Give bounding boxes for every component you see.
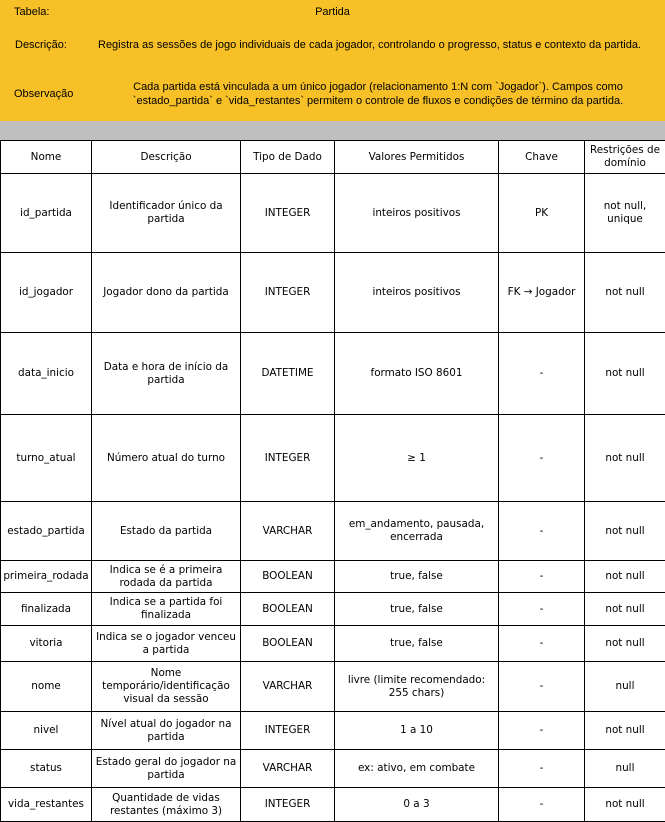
column-header-valores-permitidos: Valores Permitidos [335, 141, 499, 174]
table-row [1, 174, 665, 253]
cell-nome: estado_partida [1, 502, 92, 561]
cell-nome: vida_restantes [1, 788, 92, 822]
separator-band [0, 121, 665, 140]
tabela-value: Partida [0, 6, 665, 19]
cell-restricoes: null [585, 750, 665, 788]
cell-tipo: VARCHAR [241, 750, 335, 788]
table-row [1, 788, 665, 822]
cell-restricoes: not null [585, 788, 665, 822]
table-row [1, 626, 665, 662]
cell-tipo: BOOLEAN [241, 593, 335, 626]
cell-restricoes: not null [585, 712, 665, 750]
cell-valores: true, false [335, 593, 499, 626]
column-header-nome: Nome [1, 141, 92, 174]
cell-restricoes: not null [585, 626, 665, 662]
cell-descricao: Data e hora de início da partida [92, 333, 241, 415]
cell-valores: formato ISO 8601 [335, 333, 499, 415]
cell-nome: id_partida [1, 174, 92, 253]
cell-chave: - [499, 788, 585, 822]
cell-chave: - [499, 502, 585, 561]
cell-valores: 1 a 10 [335, 712, 499, 750]
cell-chave: - [499, 750, 585, 788]
cell-descricao: Indica se a partida foi finalizada [92, 593, 241, 626]
tabela-label: Tabela: [14, 6, 49, 19]
cell-nome: data_inicio [1, 333, 92, 415]
cell-nome: status [1, 750, 92, 788]
cell-tipo: INTEGER [241, 712, 335, 750]
cell-tipo: INTEGER [241, 253, 335, 333]
cell-descricao: Nível atual do jogador na partida [92, 712, 241, 750]
cell-valores: true, false [335, 626, 499, 662]
fields-table [0, 140, 665, 822]
column-header-chave: Chave [499, 141, 585, 174]
cell-nome: id_jogador [1, 253, 92, 333]
cell-chave: PK [499, 174, 585, 253]
observacao-line-2: `estado_partida` e `vida_restantes` permitem o controle de fluxos e condições de término da partida. [98, 95, 658, 108]
cell-descricao: Indica se o jogador venceu a partida [92, 626, 241, 662]
cell-nome: vitoria [1, 626, 92, 662]
cell-restricoes: not null [585, 253, 665, 333]
cell-descricao: Jogador dono da partida [92, 253, 241, 333]
table-header-block [0, 0, 665, 121]
cell-nome: primeira_rodada [1, 561, 92, 593]
table-row [1, 662, 665, 712]
cell-descricao: Quantidade de vidas restantes (máximo 3) [92, 788, 241, 822]
cell-tipo: INTEGER [241, 788, 335, 822]
column-header-tipo-de-dado: Tipo de Dado [241, 141, 335, 174]
cell-tipo: VARCHAR [241, 502, 335, 561]
observacao-line-1: Cada partida está vinculada a um único jogador (relacionamento 1:N com `Jogador`). Campos como [98, 81, 658, 94]
cell-tipo: INTEGER [241, 174, 335, 253]
cell-descricao: Identificador único da partida [92, 174, 241, 253]
cell-valores: inteiros positivos [335, 253, 499, 333]
cell-tipo: VARCHAR [241, 662, 335, 712]
cell-tipo: BOOLEAN [241, 561, 335, 593]
cell-valores: ≥ 1 [335, 415, 499, 502]
cell-nome: nome [1, 662, 92, 712]
column-header-descricao: Descrição [92, 141, 241, 174]
table-row [1, 712, 665, 750]
table-row [1, 333, 665, 415]
cell-valores: true, false [335, 561, 499, 593]
column-header-restricoes: Restrições de domínio [585, 141, 665, 174]
cell-nome: turno_atual [1, 415, 92, 502]
table-row [1, 750, 665, 788]
cell-descricao: Indica se é a primeira rodada da partida [92, 561, 241, 593]
cell-valores: 0 a 3 [335, 788, 499, 822]
table-row [1, 502, 665, 561]
cell-restricoes: not null [585, 333, 665, 415]
cell-tipo: BOOLEAN [241, 626, 335, 662]
cell-chave: FK → Jogador [499, 253, 585, 333]
cell-descricao: Número atual do turno [92, 415, 241, 502]
cell-tipo: DATETIME [241, 333, 335, 415]
table-row [1, 593, 665, 626]
cell-chave: - [499, 561, 585, 593]
cell-chave: - [499, 712, 585, 750]
cell-chave: - [499, 662, 585, 712]
cell-nome: finalizada [1, 593, 92, 626]
cell-restricoes: not null [585, 561, 665, 593]
cell-valores: ex: ativo, em combate [335, 750, 499, 788]
cell-descricao: Estado da partida [92, 502, 241, 561]
cell-restricoes: not null [585, 415, 665, 502]
cell-descricao: Nome temporário/identificação visual da sessão [92, 662, 241, 712]
cell-nome: nivel [1, 712, 92, 750]
table-row [1, 253, 665, 333]
cell-restricoes: not null [585, 593, 665, 626]
cell-restricoes: not null, unique [585, 174, 665, 253]
cell-valores: inteiros positivos [335, 174, 499, 253]
observacao-label: Observação [14, 88, 73, 101]
table-row [1, 415, 665, 502]
cell-valores: em_andamento, pausada, encerrada [335, 502, 499, 561]
cell-chave: - [499, 626, 585, 662]
cell-chave: - [499, 333, 585, 415]
cell-restricoes: null [585, 662, 665, 712]
table-header-row [1, 141, 665, 174]
cell-chave: - [499, 415, 585, 502]
cell-chave: - [499, 593, 585, 626]
cell-valores: livre (limite recomendado: 255 chars) [335, 662, 499, 712]
descricao-value: Registra as sessões de jogo individuais de cada jogador, controlando o progresso, status e contexto da partida. [98, 39, 641, 52]
cell-tipo: INTEGER [241, 415, 335, 502]
table-row [1, 561, 665, 593]
cell-restricoes: not null [585, 502, 665, 561]
descricao-label: Descrição: [15, 39, 67, 52]
cell-descricao: Estado geral do jogador na partida [92, 750, 241, 788]
